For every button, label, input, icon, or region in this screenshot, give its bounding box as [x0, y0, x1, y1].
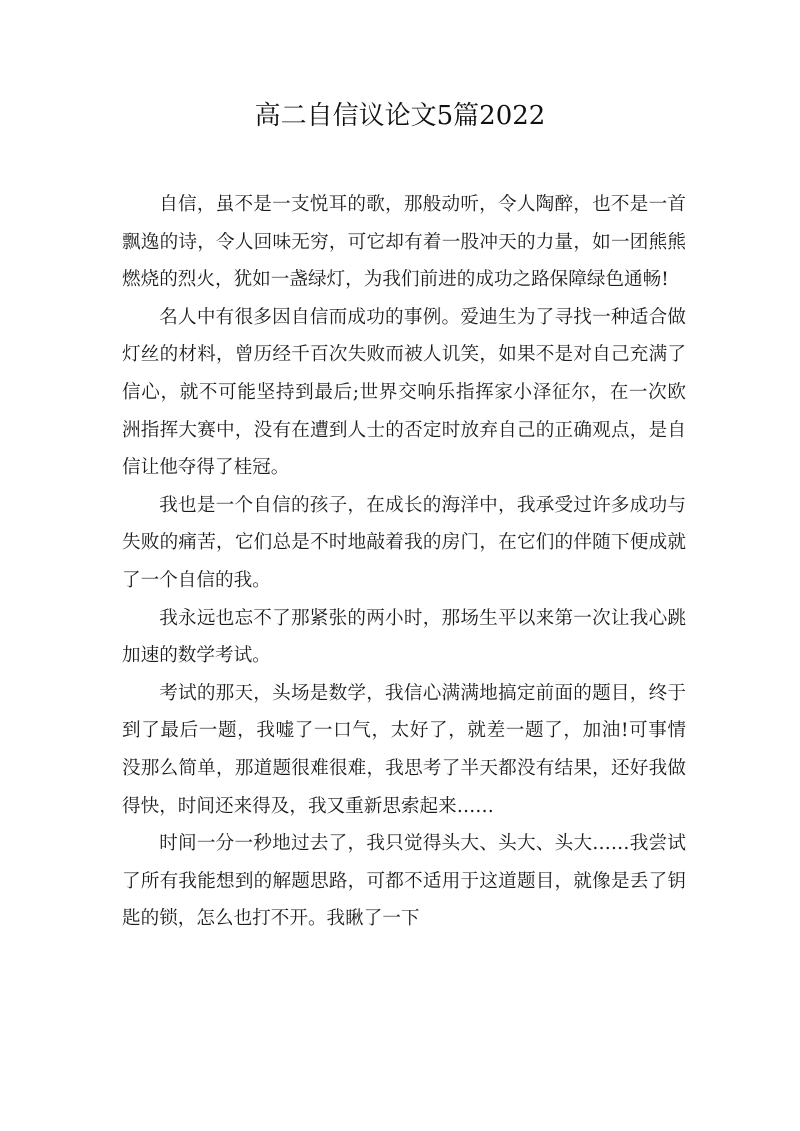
paragraph: 我永远也忘不了那紧张的两小时，那场生平以来第一次让我心跳加速的数学考试。	[122, 607, 686, 667]
document-body	[122, 186, 686, 938]
paragraph: 我也是一个自信的孩子，在成长的海洋中，我承受过许多成功与失败的痛苦，它们总是不时地敲着我的房门，在它们的伴随下便成就了一个自信的我。	[122, 494, 686, 591]
document-title: 高二自信议论文5篇2022	[254, 101, 546, 131]
paragraph: 时间一分一秒地过去了，我只觉得头大、头大、头大……我尝试了所有我能想到的解题思路，可都不适用于这道题目，就像是丢了钥匙的锁，怎么也打不开。我瞅了一下	[122, 833, 686, 930]
paragraph: 考试的那天，头场是数学，我信心满满地搞定前面的题目，终于到了最后一题，我嘘了一口气，太好了，就差一题了，加油!可事情没那么简单，那道题很难很难，我思考了半天都没有结果，还好我做得快，时间还来得及，我又重新思索起来……	[122, 682, 686, 817]
paragraph: 名人中有很多因自信而成功的事例。爱迪生为了寻找一种适合做灯丝的材料，曾历经千百次失败而被人讥笑，如果不是对自己充满了信心，就不可能坚持到最后;世界交响乐指挥家小泽征尔，在一次欧洲指挥大赛中，没有在遭到人士的否定时放弃自己的正确观点，是自信让他夺得了桂冠。	[122, 306, 686, 479]
paragraph: 自信，虽不是一支悦耳的歌，那般动听，令人陶醉，也不是一首飘逸的诗，令人回味无穷，可它却有着一股冲天的力量，如一团熊熊燃烧的烈火，犹如一盏绿灯，为我们前进的成功之路保障绿色通畅!	[122, 194, 686, 291]
